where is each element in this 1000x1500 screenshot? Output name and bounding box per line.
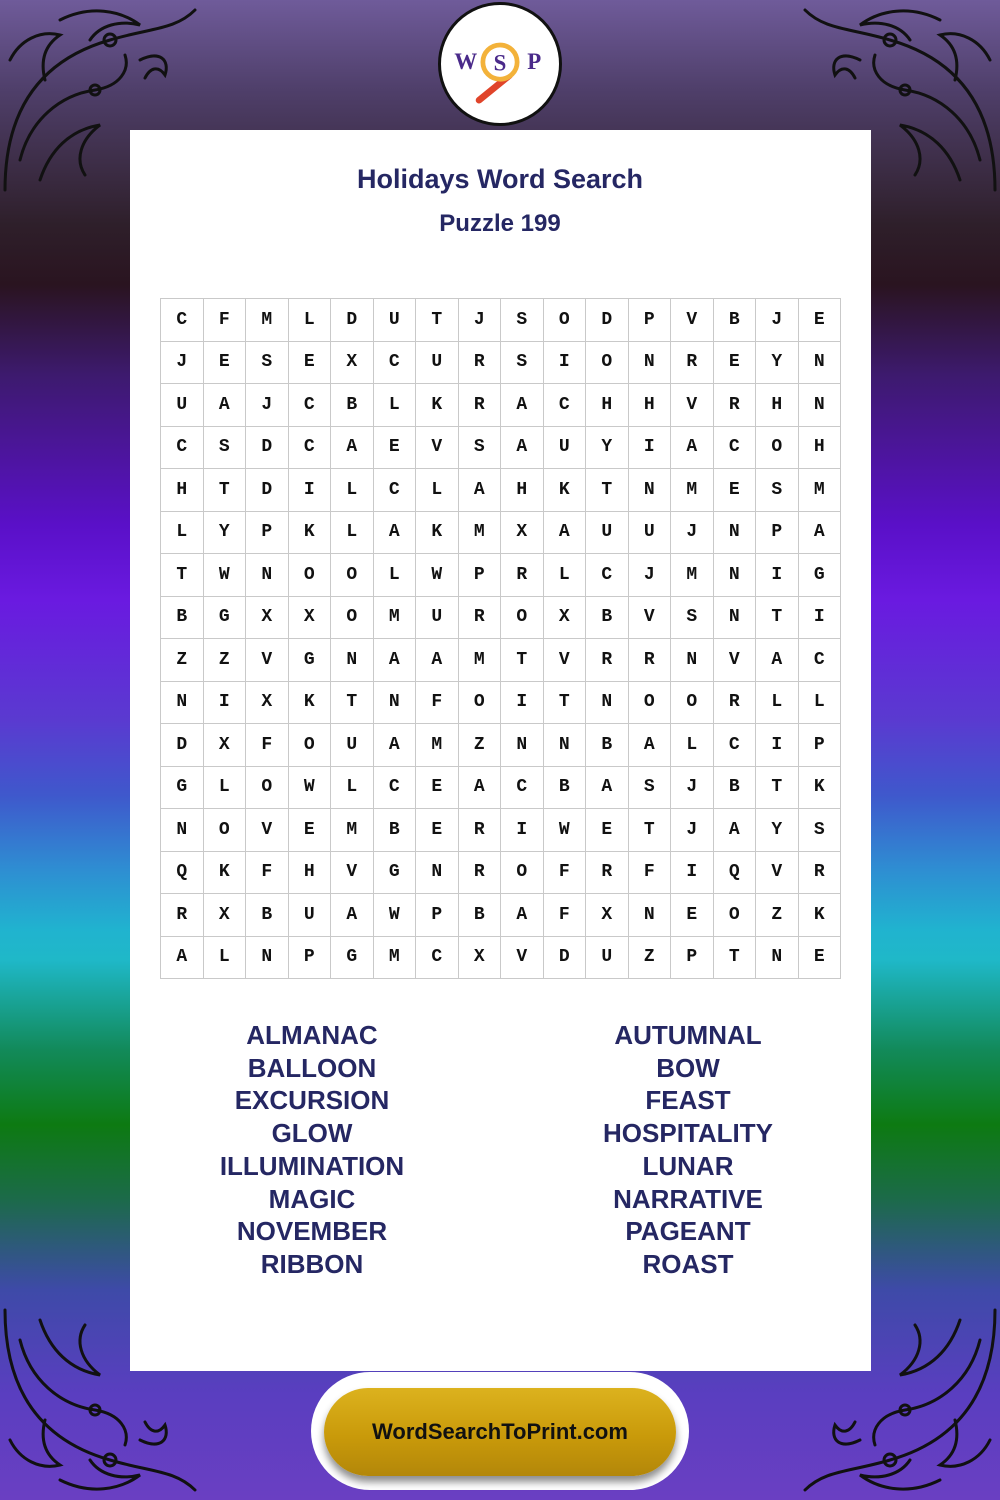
grid-cell[interactable]: U (629, 512, 672, 555)
grid-cell[interactable]: N (756, 937, 799, 980)
grid-cell[interactable]: G (204, 597, 247, 640)
puzzle-subtitle: Puzzle 199 (439, 210, 561, 237)
grid-cell[interactable]: C (374, 469, 417, 512)
grid-cell[interactable]: N (544, 724, 587, 767)
grid-cell[interactable]: A (501, 427, 544, 470)
grid-cell[interactable]: N (714, 554, 757, 597)
grid-cell[interactable]: M (374, 937, 417, 980)
puzzle-title: Holidays Word Search (356, 164, 644, 194)
grid-cell[interactable]: A (756, 639, 799, 682)
grid-cell[interactable]: C (374, 767, 417, 810)
grid-cell[interactable]: R (459, 852, 502, 895)
grid-cell[interactable]: U (331, 724, 374, 767)
logo-letter-p: P (527, 48, 542, 74)
grid-cell[interactable]: W (374, 894, 417, 937)
grid-cell[interactable]: T (714, 937, 757, 980)
word-list-item: ROAST (642, 1248, 734, 1279)
grid-cell[interactable]: L (416, 469, 459, 512)
grid-cell[interactable]: G (289, 639, 332, 682)
grid-cell[interactable]: K (204, 852, 247, 895)
grid-cell[interactable]: L (756, 682, 799, 725)
grid-cell[interactable]: R (714, 682, 757, 725)
grid-cell[interactable]: E (799, 937, 842, 980)
grid-cell[interactable]: A (331, 894, 374, 937)
grid-cell[interactable]: V (246, 809, 289, 852)
grid-cell[interactable]: P (289, 937, 332, 980)
grid-cell[interactable]: I (204, 682, 247, 725)
grid-cell[interactable]: A (331, 427, 374, 470)
word-list-item: NARRATIVE (613, 1183, 763, 1214)
grid-cell[interactable]: T (586, 469, 629, 512)
grid-cell[interactable]: J (671, 809, 714, 852)
grid-cell[interactable]: T (756, 597, 799, 640)
grid-cell[interactable]: L (374, 554, 417, 597)
word-list-item: BALLOON (247, 1052, 377, 1083)
grid-cell[interactable]: N (714, 597, 757, 640)
grid-cell[interactable]: Z (629, 937, 672, 980)
grid-cell[interactable]: N (331, 639, 374, 682)
grid-cell[interactable]: T (544, 682, 587, 725)
grid-cell[interactable]: N (629, 469, 672, 512)
site-link-button[interactable] (324, 1388, 676, 1476)
grid-cell[interactable]: G (799, 554, 842, 597)
grid-cell[interactable]: N (416, 852, 459, 895)
grid-cell[interactable]: C (289, 384, 332, 427)
grid-cell[interactable]: U (161, 384, 204, 427)
grid-cell[interactable]: E (374, 427, 417, 470)
grid-cell[interactable]: D (246, 469, 289, 512)
grid-cell[interactable]: I (544, 342, 587, 385)
grid-cell[interactable]: L (161, 512, 204, 555)
grid-cell[interactable]: U (416, 342, 459, 385)
grid-cell[interactable]: Z (459, 724, 502, 767)
grid-cell[interactable]: I (799, 597, 842, 640)
grid-cell[interactable]: A (799, 512, 842, 555)
grid-cell[interactable]: C (161, 299, 204, 342)
grid-cell[interactable]: F (246, 852, 289, 895)
grid-cell[interactable]: P (459, 554, 502, 597)
grid-cell[interactable]: Z (204, 639, 247, 682)
grid-cell[interactable]: A (544, 512, 587, 555)
grid-cell[interactable]: U (586, 937, 629, 980)
grid-cell[interactable]: E (416, 767, 459, 810)
grid-cell[interactable]: C (374, 342, 417, 385)
grid-cell[interactable]: B (586, 597, 629, 640)
grid-cell[interactable]: B (714, 299, 757, 342)
grid-cell[interactable]: E (799, 299, 842, 342)
grid-cell[interactable]: X (246, 682, 289, 725)
grid-cell[interactable]: N (799, 384, 842, 427)
grid-cell[interactable]: T (756, 767, 799, 810)
grid-cell[interactable]: L (331, 469, 374, 512)
grid-cell[interactable]: O (544, 299, 587, 342)
grid-cell[interactable]: U (289, 894, 332, 937)
grid-cell[interactable]: O (671, 682, 714, 725)
grid-cell[interactable]: G (161, 767, 204, 810)
grid-cell[interactable]: G (331, 937, 374, 980)
grid-cell[interactable]: R (671, 342, 714, 385)
grid-cell[interactable]: T (501, 639, 544, 682)
grid-cell[interactable]: S (756, 469, 799, 512)
grid-cell[interactable]: P (756, 512, 799, 555)
grid-cell[interactable]: E (289, 342, 332, 385)
grid-cell[interactable]: A (501, 894, 544, 937)
grid-cell[interactable]: X (331, 342, 374, 385)
site-link-label: WordSearchToPrint.com (372, 1419, 628, 1444)
grid-cell[interactable]: E (671, 894, 714, 937)
grid-cell[interactable]: P (416, 894, 459, 937)
grid-cell[interactable]: K (289, 682, 332, 725)
grid-cell[interactable]: E (714, 469, 757, 512)
grid-cell[interactable]: O (756, 427, 799, 470)
grid-cell[interactable]: T (204, 469, 247, 512)
grid-cell[interactable]: H (161, 469, 204, 512)
word-list-item: ILLUMINATION (219, 1150, 405, 1181)
word-list-right (538, 1019, 838, 1281)
grid-cell[interactable]: F (544, 852, 587, 895)
grid-cell[interactable]: E (416, 809, 459, 852)
grid-cell[interactable]: K (799, 894, 842, 937)
grid-cell[interactable]: N (629, 342, 672, 385)
word-list-item: FEAST (645, 1085, 731, 1116)
grid-cell[interactable]: K (289, 512, 332, 555)
grid-cell[interactable]: D (544, 937, 587, 980)
word-list-item: BOW (656, 1052, 720, 1083)
grid-cell[interactable]: R (586, 639, 629, 682)
grid-cell[interactable]: U (586, 512, 629, 555)
grid-cell[interactable]: L (374, 384, 417, 427)
word-list-item: GLOW (271, 1118, 353, 1149)
grid-cell[interactable]: C (544, 384, 587, 427)
grid-cell[interactable]: K (416, 512, 459, 555)
grid-cell[interactable]: J (671, 767, 714, 810)
grid-cell[interactable]: S (204, 427, 247, 470)
grid-cell[interactable]: T (629, 809, 672, 852)
grid-cell[interactable]: W (416, 554, 459, 597)
grid-cell[interactable]: R (459, 597, 502, 640)
grid-cell[interactable]: R (459, 809, 502, 852)
grid-cell[interactable]: V (416, 427, 459, 470)
grid-cell[interactable]: B (459, 894, 502, 937)
grid-cell[interactable]: S (501, 299, 544, 342)
grid-cell[interactable]: A (459, 469, 502, 512)
grid-cell[interactable]: V (501, 937, 544, 980)
grid-cell[interactable]: A (374, 512, 417, 555)
grid-cell[interactable]: Y (756, 342, 799, 385)
grid-cell[interactable]: P (629, 299, 672, 342)
grid-cell[interactable]: E (204, 342, 247, 385)
grid-cell[interactable]: Z (756, 894, 799, 937)
grid-cell[interactable]: N (246, 554, 289, 597)
grid-cell[interactable]: R (501, 554, 544, 597)
grid-cell[interactable]: H (586, 384, 629, 427)
grid-cell[interactable]: A (204, 384, 247, 427)
grid-cell[interactable]: N (161, 682, 204, 725)
grid-cell[interactable]: L (289, 299, 332, 342)
grid-cell[interactable]: L (204, 767, 247, 810)
grid-cell[interactable]: N (629, 894, 672, 937)
grid-cell[interactable]: M (374, 597, 417, 640)
grid-cell[interactable]: C (416, 937, 459, 980)
grid-cell[interactable]: K (544, 469, 587, 512)
grid-cell[interactable]: N (501, 724, 544, 767)
grid-cell[interactable]: S (671, 597, 714, 640)
grid-cell[interactable]: T (416, 299, 459, 342)
grid-cell[interactable]: M (671, 469, 714, 512)
grid-cell[interactable]: I (501, 809, 544, 852)
grid-cell[interactable]: V (756, 852, 799, 895)
grid-cell[interactable]: N (799, 342, 842, 385)
grid-cell[interactable]: A (586, 767, 629, 810)
word-list-item: AUTUMNAL (614, 1020, 762, 1050)
grid-cell[interactable]: V (629, 597, 672, 640)
grid-cell[interactable]: L (671, 724, 714, 767)
grid-cell[interactable]: J (756, 299, 799, 342)
word-list-left (162, 1019, 462, 1281)
grid-cell[interactable]: O (629, 682, 672, 725)
grid-cell[interactable]: B (161, 597, 204, 640)
grid-cell[interactable]: I (629, 427, 672, 470)
grid-cell[interactable]: O (714, 894, 757, 937)
grid-cell[interactable]: B (331, 384, 374, 427)
grid-cell[interactable]: L (331, 767, 374, 810)
grid-cell[interactable]: M (246, 299, 289, 342)
grid-cell[interactable]: F (629, 852, 672, 895)
grid-cell[interactable]: O (331, 554, 374, 597)
grid-cell[interactable]: A (374, 724, 417, 767)
grid-cell[interactable]: D (586, 299, 629, 342)
grid-cell[interactable]: G (374, 852, 417, 895)
grid-cell[interactable]: S (629, 767, 672, 810)
word-list-item: LUNAR (642, 1150, 734, 1181)
grid-cell[interactable]: K (416, 384, 459, 427)
grid-cell[interactable]: K (799, 767, 842, 810)
grid-cell[interactable]: R (161, 894, 204, 937)
grid-cell[interactable]: V (671, 384, 714, 427)
grid-cell[interactable]: H (289, 852, 332, 895)
logo-letter-w: W (454, 48, 478, 74)
grid-cell[interactable]: H (501, 469, 544, 512)
grid-cell[interactable]: W (544, 809, 587, 852)
grid-cell[interactable]: Y (586, 427, 629, 470)
logo-letter-s: S (493, 50, 507, 76)
grid-cell[interactable]: L (204, 937, 247, 980)
grid-cell[interactable]: X (586, 894, 629, 937)
grid-cell[interactable]: A (161, 937, 204, 980)
grid-cell[interactable]: M (331, 809, 374, 852)
grid-cell[interactable]: R (459, 342, 502, 385)
grid-cell[interactable]: O (289, 724, 332, 767)
word-list-item: RIBBON (260, 1248, 364, 1279)
grid-cell[interactable]: J (459, 299, 502, 342)
grid-cell[interactable]: H (799, 427, 842, 470)
grid-cell[interactable]: X (204, 724, 247, 767)
grid-cell[interactable]: D (331, 299, 374, 342)
word-list-item: EXCURSION (234, 1085, 390, 1116)
grid-cell[interactable]: X (246, 597, 289, 640)
grid-cell[interactable]: X (289, 597, 332, 640)
grid-cell[interactable]: S (501, 342, 544, 385)
grid-cell[interactable]: F (246, 724, 289, 767)
grid-cell[interactable]: A (629, 724, 672, 767)
grid-cell[interactable]: V (714, 639, 757, 682)
grid-cell[interactable]: O (586, 342, 629, 385)
grid-cell[interactable]: C (799, 639, 842, 682)
grid-cell[interactable]: Q (714, 852, 757, 895)
grid-cell[interactable]: M (416, 724, 459, 767)
grid-cell[interactable]: C (714, 427, 757, 470)
grid-cell[interactable]: M (459, 639, 502, 682)
grid-cell[interactable]: U (374, 299, 417, 342)
grid-cell[interactable]: E (714, 342, 757, 385)
grid-cell[interactable]: O (289, 554, 332, 597)
grid-cell[interactable]: Y (756, 809, 799, 852)
grid-cell[interactable]: N (161, 809, 204, 852)
grid-cell[interactable]: N (671, 639, 714, 682)
grid-cell[interactable]: Y (204, 512, 247, 555)
grid-cell[interactable]: O (501, 852, 544, 895)
grid-cell[interactable]: H (756, 384, 799, 427)
grid-cell[interactable]: M (799, 469, 842, 512)
grid-cell[interactable]: Z (161, 639, 204, 682)
grid-cell[interactable]: X (459, 937, 502, 980)
grid-cell[interactable]: C (714, 724, 757, 767)
grid-cell[interactable]: N (586, 682, 629, 725)
word-list-item: PAGEANT (625, 1216, 751, 1247)
grid-cell[interactable]: O (246, 767, 289, 810)
grid-cell[interactable]: S (459, 427, 502, 470)
grid-cell[interactable]: N (374, 682, 417, 725)
grid-cell[interactable]: O (204, 809, 247, 852)
grid-cell[interactable]: N (714, 512, 757, 555)
grid-cell[interactable]: N (246, 937, 289, 980)
grid-cell[interactable]: L (331, 512, 374, 555)
grid-cell[interactable]: V (246, 639, 289, 682)
word-list-item: NOVEMBER (236, 1216, 388, 1247)
grid-cell[interactable]: J (246, 384, 289, 427)
grid-cell[interactable]: B (246, 894, 289, 937)
grid-cell[interactable]: C (501, 767, 544, 810)
grid-cell[interactable]: R (459, 384, 502, 427)
grid-cell[interactable]: X (204, 894, 247, 937)
grid-cell[interactable]: P (246, 512, 289, 555)
grid-cell[interactable]: L (544, 554, 587, 597)
grid-cell[interactable]: M (459, 512, 502, 555)
grid-cell[interactable]: R (586, 852, 629, 895)
grid-cell[interactable]: J (161, 342, 204, 385)
grid-cell[interactable]: V (544, 639, 587, 682)
grid-cell[interactable]: C (161, 427, 204, 470)
grid-cell[interactable]: R (714, 384, 757, 427)
grid-cell[interactable]: R (629, 639, 672, 682)
grid-cell[interactable]: Q (161, 852, 204, 895)
grid-cell[interactable]: A (416, 639, 459, 682)
grid-cell[interactable]: A (714, 809, 757, 852)
grid-cell[interactable]: A (374, 639, 417, 682)
grid-cell[interactable]: I (501, 682, 544, 725)
grid-cell[interactable]: T (331, 682, 374, 725)
grid-cell[interactable]: B (374, 809, 417, 852)
word-list-item: MAGIC (268, 1183, 356, 1214)
grid-cell[interactable]: M (671, 554, 714, 597)
grid-cell[interactable]: J (671, 512, 714, 555)
grid-cell[interactable]: H (629, 384, 672, 427)
grid-cell[interactable]: B (544, 767, 587, 810)
grid-cell[interactable]: A (671, 427, 714, 470)
grid-cell[interactable]: A (459, 767, 502, 810)
grid-cell[interactable]: L (799, 682, 842, 725)
grid-cell[interactable]: P (671, 937, 714, 980)
grid-cell[interactable]: X (544, 597, 587, 640)
grid-cell[interactable]: F (544, 894, 587, 937)
letter-grid (160, 298, 841, 979)
grid-cell[interactable]: E (289, 809, 332, 852)
word-list-item: ALMANAC (246, 1020, 378, 1050)
grid-cell[interactable]: B (714, 767, 757, 810)
grid-cell[interactable]: O (501, 597, 544, 640)
grid-cell[interactable]: I (289, 469, 332, 512)
grid-cell[interactable]: V (331, 852, 374, 895)
grid-cell[interactable]: C (289, 427, 332, 470)
grid-cell[interactable]: F (204, 299, 247, 342)
grid-cell[interactable]: O (459, 682, 502, 725)
grid-cell[interactable]: I (756, 554, 799, 597)
grid-cell[interactable]: I (671, 852, 714, 895)
grid-cell[interactable]: B (586, 724, 629, 767)
grid-cell[interactable]: X (501, 512, 544, 555)
grid-cell[interactable]: U (544, 427, 587, 470)
grid-cell[interactable]: P (799, 724, 842, 767)
grid-cell[interactable]: V (671, 299, 714, 342)
grid-cell[interactable]: F (416, 682, 459, 725)
word-list-item: HOSPITALITY (603, 1118, 773, 1149)
site-logo[interactable] (438, 2, 562, 126)
grid-cell[interactable]: E (586, 809, 629, 852)
grid-cell[interactable]: W (204, 554, 247, 597)
grid-cell[interactable]: D (161, 724, 204, 767)
grid-cell[interactable]: I (756, 724, 799, 767)
grid-cell[interactable]: S (799, 809, 842, 852)
grid-cell[interactable]: O (331, 597, 374, 640)
grid-cell[interactable]: U (416, 597, 459, 640)
grid-cell[interactable]: J (629, 554, 672, 597)
grid-cell[interactable]: A (501, 384, 544, 427)
grid-cell[interactable]: C (586, 554, 629, 597)
grid-cell[interactable]: T (161, 554, 204, 597)
grid-cell[interactable]: R (799, 852, 842, 895)
grid-cell[interactable]: D (246, 427, 289, 470)
grid-cell[interactable]: S (246, 342, 289, 385)
grid-cell[interactable]: W (289, 767, 332, 810)
